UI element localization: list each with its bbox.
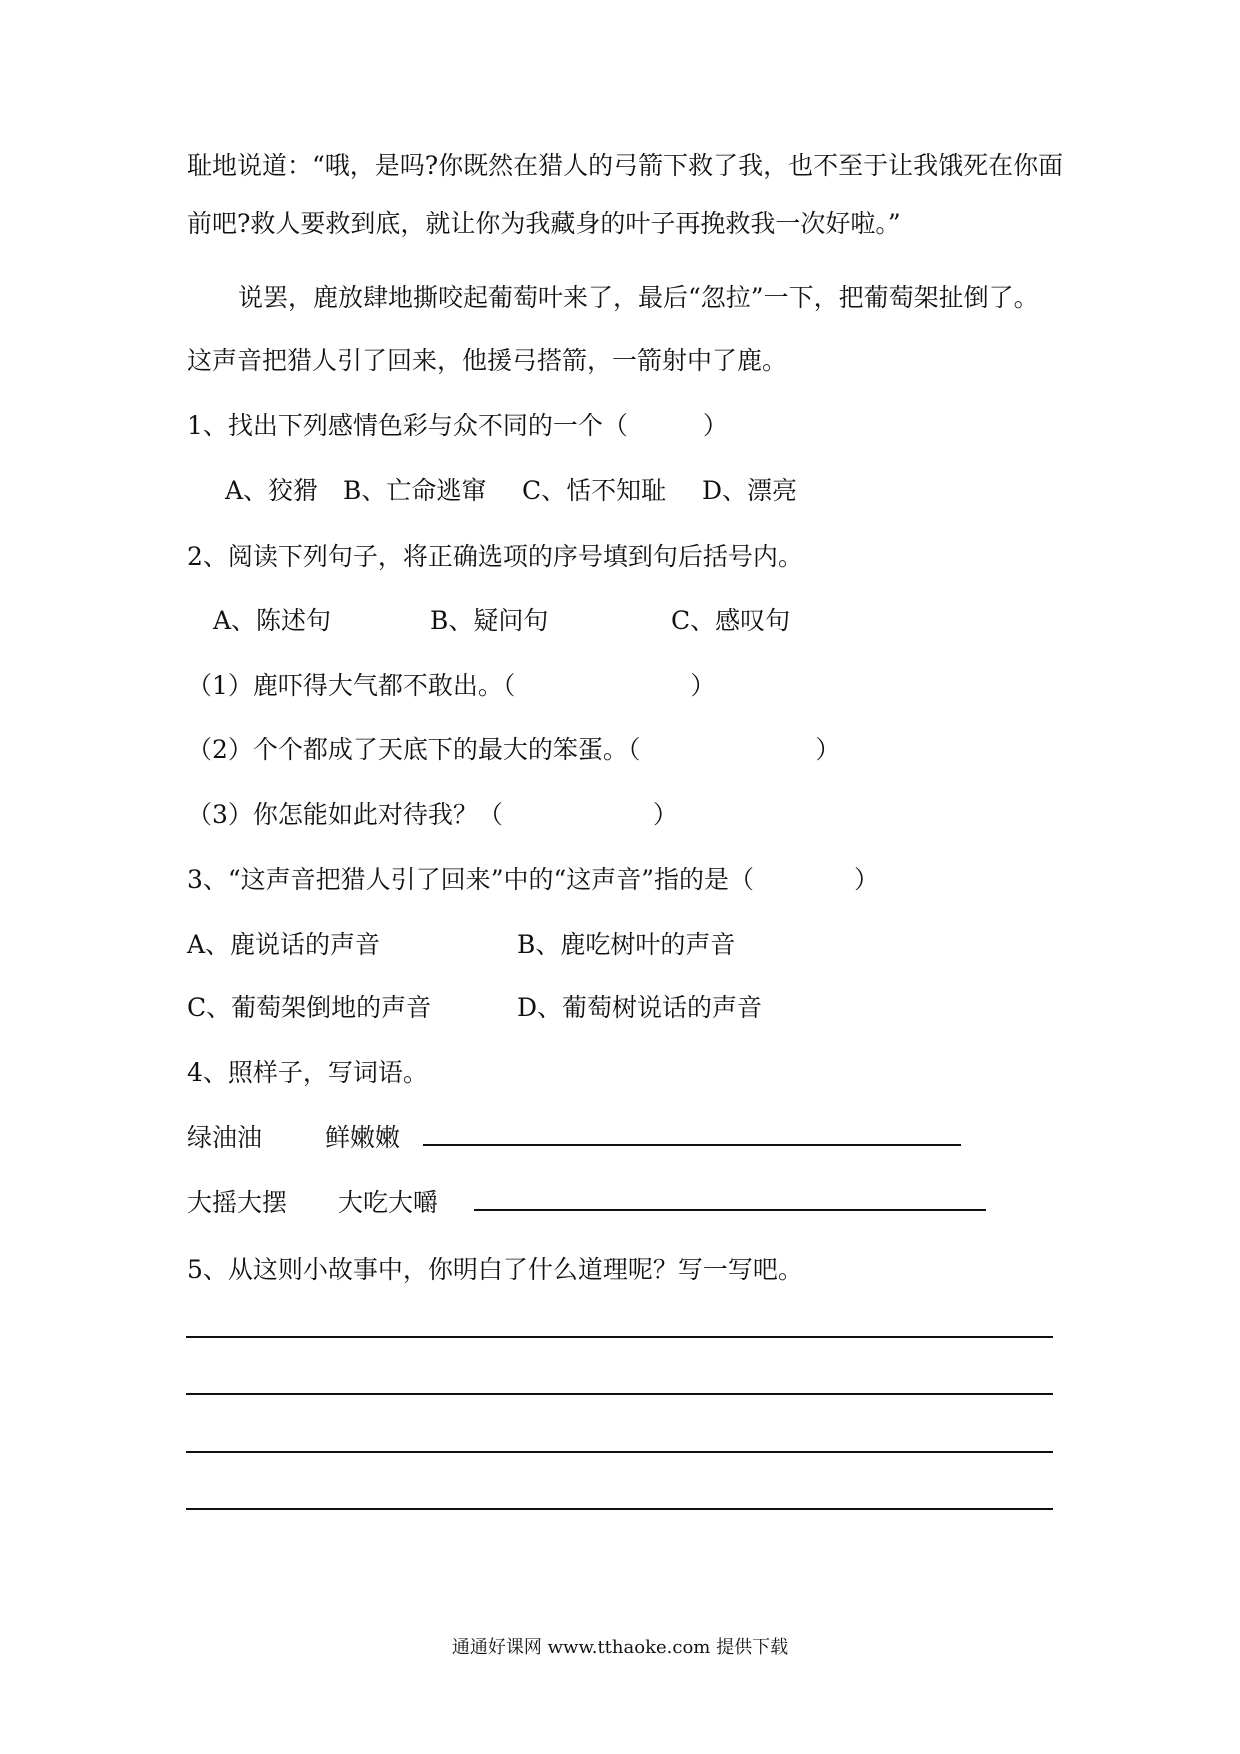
question-1: 1、找出下列感情色彩与众不同的一个（ ） (187, 411, 728, 440)
q3-option-a: A、鹿说话的声音 (187, 930, 381, 959)
question-3: 3、“这声音把猎人引了回来”中的“这声音”指的是（ ） (187, 865, 880, 894)
passage-line-2: 前吧?救人要救到底，就让你为我藏身的叶子再挽救我一次好啦。” (187, 209, 901, 238)
q4-example-word-4: 大吃大嚼 (338, 1188, 439, 1217)
q5-answer-line-1[interactable] (186, 1336, 1053, 1338)
q2-item-3: （3）你怎能如此对待我？（ ） (187, 800, 678, 829)
passage-line-4: 这声音把猎人引了回来，他援弓搭箭，一箭射中了鹿。 (187, 346, 788, 375)
q1-option-c: C、恬不知耻 (522, 476, 667, 505)
question-5: 5、从这则小故事中，你明白了什么道理呢？写一写吧。 (187, 1255, 803, 1284)
q4-example-word-2: 鲜嫩嫩 (325, 1123, 401, 1152)
q2-item-1: （1）鹿吓得大气都不敢出。（ ） (187, 671, 716, 700)
passage-line-1: 耻地说道：“哦，是吗?你既然在猎人的弓箭下救了我，也不至于让我饿死在你面 (187, 151, 1064, 180)
q3-option-d: D、葡萄树说话的声音 (517, 993, 763, 1022)
q3-option-b: B、鹿吃树叶的声音 (517, 930, 736, 959)
q1-option-b: B、亡命逃窜 (343, 476, 487, 505)
q2-option-b: B、疑问句 (430, 606, 549, 635)
q4-answer-line-1[interactable] (423, 1144, 961, 1146)
q2-item-2: （2）个个都成了天底下的最大的笨蛋。（ ） (187, 735, 841, 764)
q2-option-c: C、感叹句 (671, 606, 791, 635)
q4-example-word-1: 绿油油 (187, 1123, 263, 1152)
q1-option-d: D、漂亮 (702, 476, 798, 505)
question-2: 2、阅读下列句子，将正确选项的序号填到句后括号内。 (187, 542, 803, 571)
q1-option-a: A、狡猾 (225, 476, 319, 505)
q3-option-c: C、葡萄架倒地的声音 (187, 993, 432, 1022)
question-4: 4、照样子，写词语。 (187, 1058, 428, 1087)
q2-option-a: A、陈述句 (213, 606, 332, 635)
q5-answer-line-3[interactable] (186, 1451, 1053, 1453)
q5-answer-line-4[interactable] (186, 1508, 1053, 1510)
passage-line-3: 说罢，鹿放肆地撕咬起葡萄叶来了，最后“忽拉”一下，把葡萄架扯倒了。 (238, 283, 1039, 312)
page-footer: 通通好课网 www.tthaoke.com 提供下载 (451, 1637, 789, 1658)
q4-answer-line-2[interactable] (474, 1209, 986, 1211)
q5-answer-line-2[interactable] (186, 1393, 1053, 1395)
q4-example-word-3: 大摇大摆 (187, 1188, 288, 1217)
